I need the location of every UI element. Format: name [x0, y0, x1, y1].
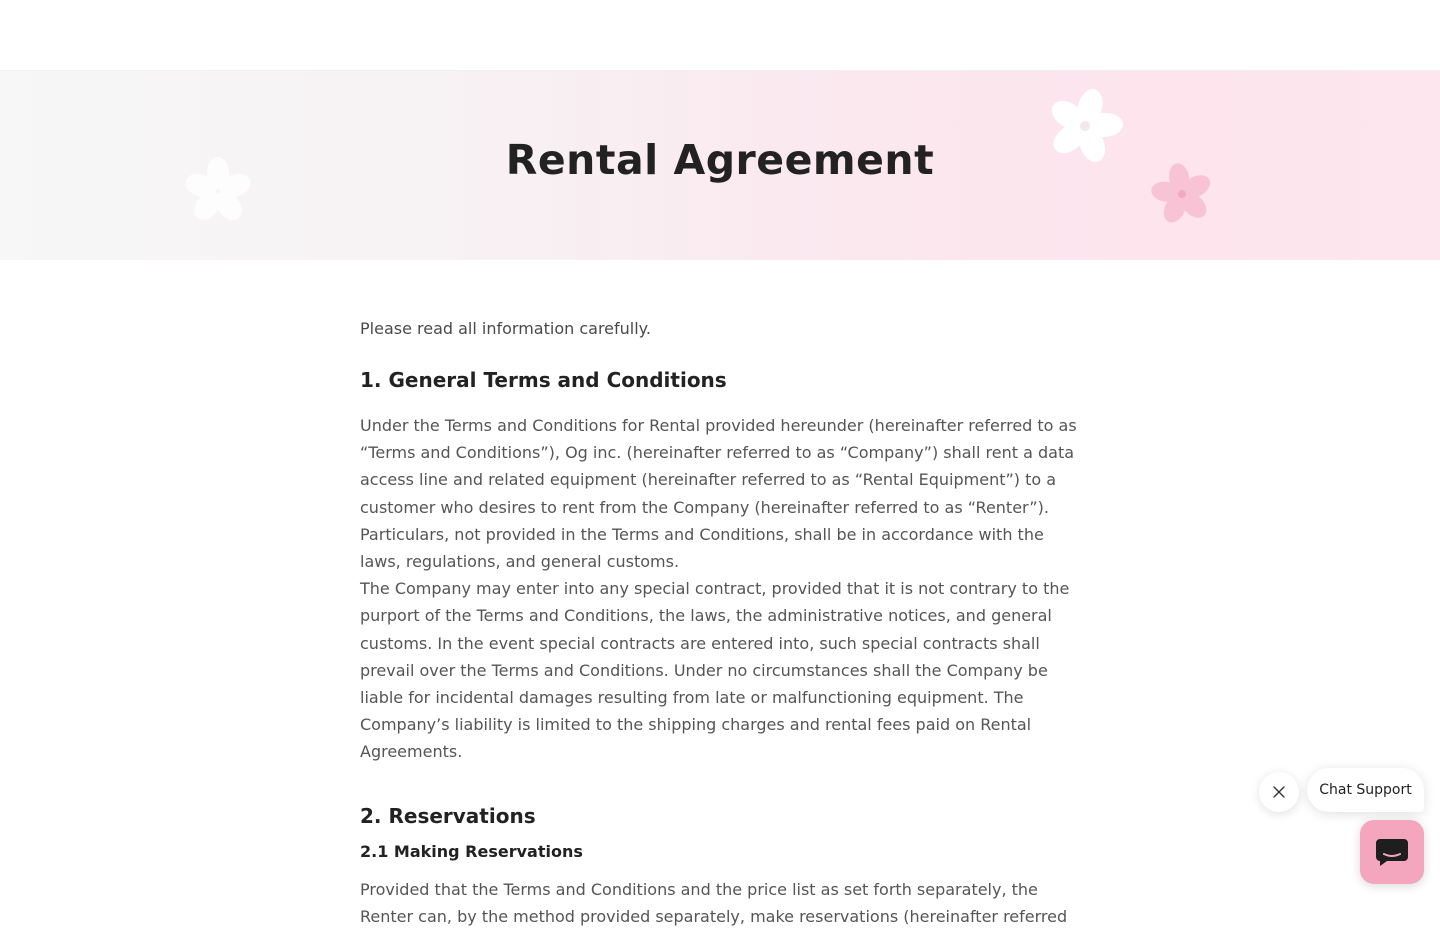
section-heading-general-terms: 1. General Terms and Conditions	[360, 368, 727, 392]
section-heading-reservations: 2. Reservations	[360, 803, 536, 828]
chat-bubble-icon	[1375, 837, 1409, 867]
agreement-content	[360, 312, 1080, 930]
top-navigation-bar	[0, 0, 1440, 71]
section-paragraph: Under the Terms and Conditions for Rental provided hereunder (hereinafter referred to as “Terms and Conditions”), Og inc. (hereinafter referred to as “Company”) shall rent a data access line and related equipment (hereinafter referred to as “Rental Equipment”) to a customer who desires to rent from the Company (hereinafter referred to as “Renter”). Particulars, not provided in the Terms and Conditions, shall be in accordance with the laws, regulations, and general customs.	[360, 416, 1077, 572]
section-paragraph: Provided that the Terms and Conditions and the price list as set forth separately, the Renter can, by the method provided separately, make reservations (hereinafter referred	[360, 879, 1068, 926]
chat-close-button[interactable]	[1259, 772, 1299, 812]
hero-banner	[0, 71, 1440, 260]
intro-text: Please read all information carefully.	[360, 319, 651, 338]
subsection-heading-making-reservations: 2.1 Making Reservations	[360, 841, 583, 861]
close-icon	[1272, 785, 1286, 799]
chat-launcher-button[interactable]	[1360, 820, 1424, 884]
section-paragraph: The Company may enter into any special contract, provided that it is not contrary to the purport of the Terms and Conditions, the laws, the administrative notices, and general customs. In the event special contracts are entered into, such special contracts shall prevail over the Terms and Conditions. Under no circumstances shall the Company be liable for incidental damages resulting from late or malfunctioning equipment. The Company’s liability is limited to the shipping charges and rental fees paid on Rental Agreements.	[360, 579, 1070, 762]
page-title: Rental Agreement	[505, 136, 935, 184]
chat-support-label[interactable]: Chat Support	[1307, 768, 1424, 812]
